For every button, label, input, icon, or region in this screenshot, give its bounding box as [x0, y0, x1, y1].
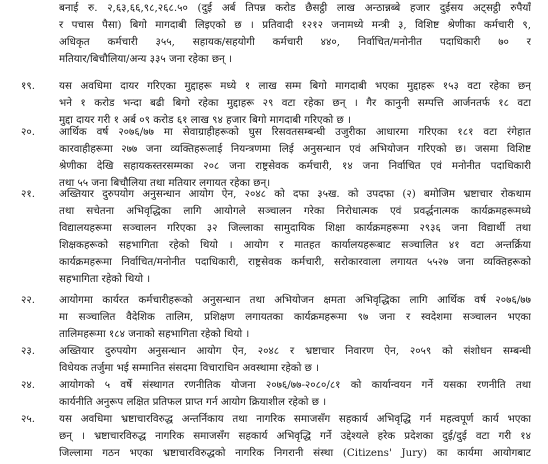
paragraph-line: कार्यनीति अनुरूप लक्षित प्रतिफल प्राप्त गर्न आयोग क्रियाशील रहेको छ ।: [59, 396, 327, 408]
paragraph-line: तालिमहरूमा १८४ जनाको सहभागिता रहेको थियो ।: [59, 328, 250, 340]
paragraph-number: २४.: [21, 379, 35, 391]
paragraph-line: अख्तियार दुरुपयोग अनुसन्धान आयोग ऐन, २०४८ र भ्रष्टाचार निवारण ऐन, २०५९ को संशोधन सम्बन्धी: [59, 345, 531, 357]
paragraph-line: यस अवधिमा दायर गरिएका मुद्दाहरू मध्ये १ लाख सम्म बिगो मागदाबी भएका मुद्दाहरू १५३ वटा रहेका छन्: [59, 80, 531, 92]
paragraph-line: मुद्दा दायर गरी १ अर्ब ०९ करोड ६१ लाख ९४ हजार बिगो मागदाबी गरिएको छ ।: [59, 114, 351, 126]
paragraph-line: अधिकृत कर्मचारी ३५५, सहायक/सहयोगी कर्मचारी ४४०, निर्वाचित/मनोनीत पदाधिकारी ७० र: [59, 36, 531, 48]
paragraph-line: कार्यक्रमहरूमा निर्वाचित/मनोनीत पदाधिकारी, राष्ट्रसेवक कर्मचारी, सरोकारवाला लगायत ५५२७ जना व्यक्तिहरूको: [59, 256, 531, 268]
paragraph-line: छन् । भ्रष्टाचारविरुद्ध नागरिक समाजसँग सहकार्य अभिवृद्धि गर्ने उद्देश्यले हरेक प्रदेशका दुई/दुई वटा गरी १४: [59, 430, 531, 442]
paragraph-number: १९.: [21, 80, 35, 92]
paragraph-line: आयोगको ५ वर्षे संस्थागत रणनीतिक योजना २०७६/७७-२०८०/८१ को कार्यान्वयन गर्ने यसका रणनीति तथा: [59, 379, 531, 391]
paragraph-line: तथा ५५ जना बिचौलिया तथा मतियार लगायत रहेका छन्।: [59, 177, 271, 189]
paragraph-line: यस अवधिमा भ्रष्टाचारविरुद्ध अन्तर्निकाय तथा नागरिक समाजसँग सहकार्य अभिवृद्धि गर्न महत्वपूर्ण कार्य भएका: [59, 413, 531, 425]
paragraph-number: २०.: [21, 126, 35, 138]
paragraph-line: विद्यालयहरूमा सञ्चालन गरिएका ३२ जिल्लाका सामुदायिक शिक्षा कार्यक्रमहरूमा २९३६ जना विद्यार्थी तथा: [59, 222, 531, 234]
paragraph-number: २३.: [21, 345, 35, 357]
paragraph-line: बनाई रु. २,६३,६६,९८,२६८.५० (दुई अर्ब तिपन्न करोड छैसट्ठी लाख अन्ठान्नब्बे हजार दुईसय अट्सट्ठी रुपैयाँ: [59, 2, 531, 14]
paragraph-number: २२.: [21, 294, 35, 306]
paragraph-line: भने १ करोड भन्दा बढी बिगो रहेका मुद्दाहरू २९ वटा रहेका छन् । गैर कानुनी सम्पत्ति आर्जनतर्फ १८ वटा: [59, 97, 531, 109]
paragraph-number: २५.: [21, 413, 35, 425]
paragraph-line: विधेयक तर्जुमा भई सम्मानित संसदमा विचाराधिन अवस्थामा रहेको छ ।: [59, 362, 320, 374]
paragraph-line: मा सञ्चालित वैदेशिक तालिम, प्रशिक्षण लगायतका कार्यक्रमहरूमा ९७ जना र स्वदेशमा सञ्चालन भएका: [59, 311, 531, 323]
paragraph-line: अख्तियार दुरुपयोग अनुसन्धान आयोग ऐन, २०४८ को दफा ३५ख. को उपदफा (२) बमोजिम भ्रष्टाचार रोकथाम: [59, 188, 531, 200]
paragraph-line: आर्थिक वर्ष २०७६/७७ मा सेवाग्राहीहरूको घुस रिसवतसम्बन्धी उजुरीका आधारमा गरिएका १८१ वटा रंगेहात: [59, 126, 531, 138]
paragraph-number: २१.: [21, 188, 35, 200]
paragraph-line: तथा सचेतना अभिवृद्धिका लागि आयोगले सञ्चालन गरेका निरोधात्मक एवं प्रवर्द्धनात्मक कार्यक्रमहरूमध्ये: [59, 205, 531, 217]
paragraph-line: सहभागिता रहेको थियो ।: [59, 273, 151, 285]
paragraph-line: कारवाहीहरूमा २७७ जना व्यक्तिहरूलाई नियन्त्रणमा लिई अनुसन्धान एवं अभियोजन गरिएको छ। जसमा विशिष्ट: [59, 143, 531, 155]
paragraph-line: जिल्लामा गठन भएका भ्रष्टाचारविरुद्धको नागरिक निगरानी संस्था (Citizens' Jury) का कार्यमा आयोगबाट: [59, 447, 531, 459]
paragraph-line: आयोगमा कार्यरत कर्मचारीहरूको अनुसन्धान तथा अभियोजन क्षमता अभिवृद्धिका लागि आर्थिक वर्ष २०७६/७७: [59, 294, 531, 306]
paragraph-line: श्रेणीका देखि सहायकस्तरसम्मका २०८ जना राष्ट्रसेवक कर्मचारी, १४ जना निर्वाचित एवं मनोनीत पदाधिकारी: [59, 160, 531, 172]
paragraph-line: शिक्षकहरूको सहभागिता रहेको थियो । आयोग र मातहत कार्यालयहरूबाट सञ्चालित ४१ वटा अन्तर्क्रिया: [59, 239, 531, 251]
paragraph-line: र पचास पैसा) बिगो मागदाबी लिइएको छ । प्रतिवादी १२१२ जनामध्ये मन्त्री ३, विशिष्ट श्रेणीका कर्मचारी ९,: [59, 19, 531, 31]
paragraph-line: मतियार/बिचौलिया/अन्य ३३५ जना रहेका छन् ।: [59, 53, 232, 65]
